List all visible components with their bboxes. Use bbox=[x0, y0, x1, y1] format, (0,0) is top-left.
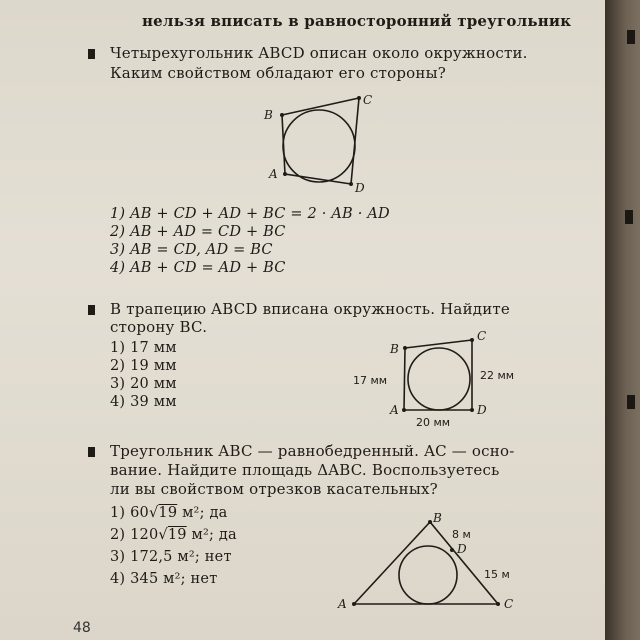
problem1-answer-1: 1) AB + CD + AD + BC = 2 · AB · AD bbox=[110, 206, 390, 222]
fig2-left-length: 17 мм bbox=[353, 374, 388, 387]
problem3-bullet bbox=[88, 447, 95, 457]
gutter-mark-2 bbox=[625, 210, 633, 224]
fig1-label-c: C bbox=[363, 93, 373, 107]
problem1-bullet bbox=[88, 49, 95, 59]
problem2-line1: В трапецию ABCD вписана окружность. Найдите bbox=[110, 300, 510, 318]
problem1-line2: Каким свойством обладают его стороны? bbox=[110, 64, 446, 82]
fig3-label-d: D bbox=[457, 542, 467, 556]
problem2-figure bbox=[340, 322, 540, 432]
fig1-label-b: B bbox=[264, 108, 273, 122]
problem3-answer-4: 4) 345 м²; нет bbox=[110, 571, 218, 587]
problem2-answer-4: 4) 39 мм bbox=[110, 394, 177, 410]
fig2-right-length: 22 мм bbox=[480, 369, 515, 382]
problem1-line1: Четырехугольник ABCD описан около окружности. bbox=[110, 44, 528, 62]
gutter-mark-3 bbox=[627, 395, 635, 409]
fig3-label-c: C bbox=[504, 597, 514, 611]
problem1-answer-3: 3) AB = CD, AD = BC bbox=[110, 242, 273, 258]
fig2-label-a: A bbox=[390, 403, 399, 417]
problem2-answer-3: 3) 20 мм bbox=[110, 376, 177, 392]
problem2-answer-2: 2) 19 мм bbox=[110, 358, 177, 374]
problem2-bullet bbox=[88, 305, 95, 315]
problem3-answer-3: 3) 172,5 м²; нет bbox=[110, 549, 232, 565]
problem3-line3: ли вы свойством отрезков касательных? bbox=[110, 480, 438, 498]
fig2-label-b: B bbox=[390, 342, 399, 356]
problem1-figure bbox=[255, 88, 415, 198]
fig3-bd-length: 8 м bbox=[452, 528, 471, 541]
fig1-label-d: D bbox=[355, 181, 365, 195]
fig2-label-c: C bbox=[477, 329, 487, 343]
problem1-answer-4: 4) AB + CD = AD + BC bbox=[110, 260, 286, 276]
problem2-answer-1: 1) 17 мм bbox=[110, 340, 177, 356]
book-gutter bbox=[605, 0, 640, 640]
fig3-dc-length: 15 м bbox=[484, 568, 510, 581]
problem3-answer-2: 2) 120√19 м²; да bbox=[110, 527, 237, 543]
problem1-answer-2: 2) AB + AD = CD + BC bbox=[110, 224, 286, 240]
fig3-label-a: A bbox=[338, 597, 347, 611]
page-number: 48 bbox=[73, 620, 91, 636]
problem3-line1: Треугольник ABC — равнобедренный. AC — осно- bbox=[110, 442, 515, 460]
problem3-answer-1: 1) 60√19 м²; да bbox=[110, 505, 228, 521]
fig1-label-a: A bbox=[269, 167, 278, 181]
fig2-bottom-length: 20 мм bbox=[416, 416, 451, 429]
problem3-line2: вание. Найдите площадь ΔABC. Воспользуетесь bbox=[110, 461, 500, 479]
problem2-line2: сторону BC. bbox=[110, 318, 208, 336]
fig3-label-b: B bbox=[433, 511, 442, 525]
problem3-figure bbox=[330, 510, 530, 615]
top-line-2: нельзя вписать в равносторонний треугольник bbox=[142, 12, 572, 30]
gutter-mark-1 bbox=[627, 30, 635, 44]
fig2-label-d: D bbox=[477, 403, 487, 417]
